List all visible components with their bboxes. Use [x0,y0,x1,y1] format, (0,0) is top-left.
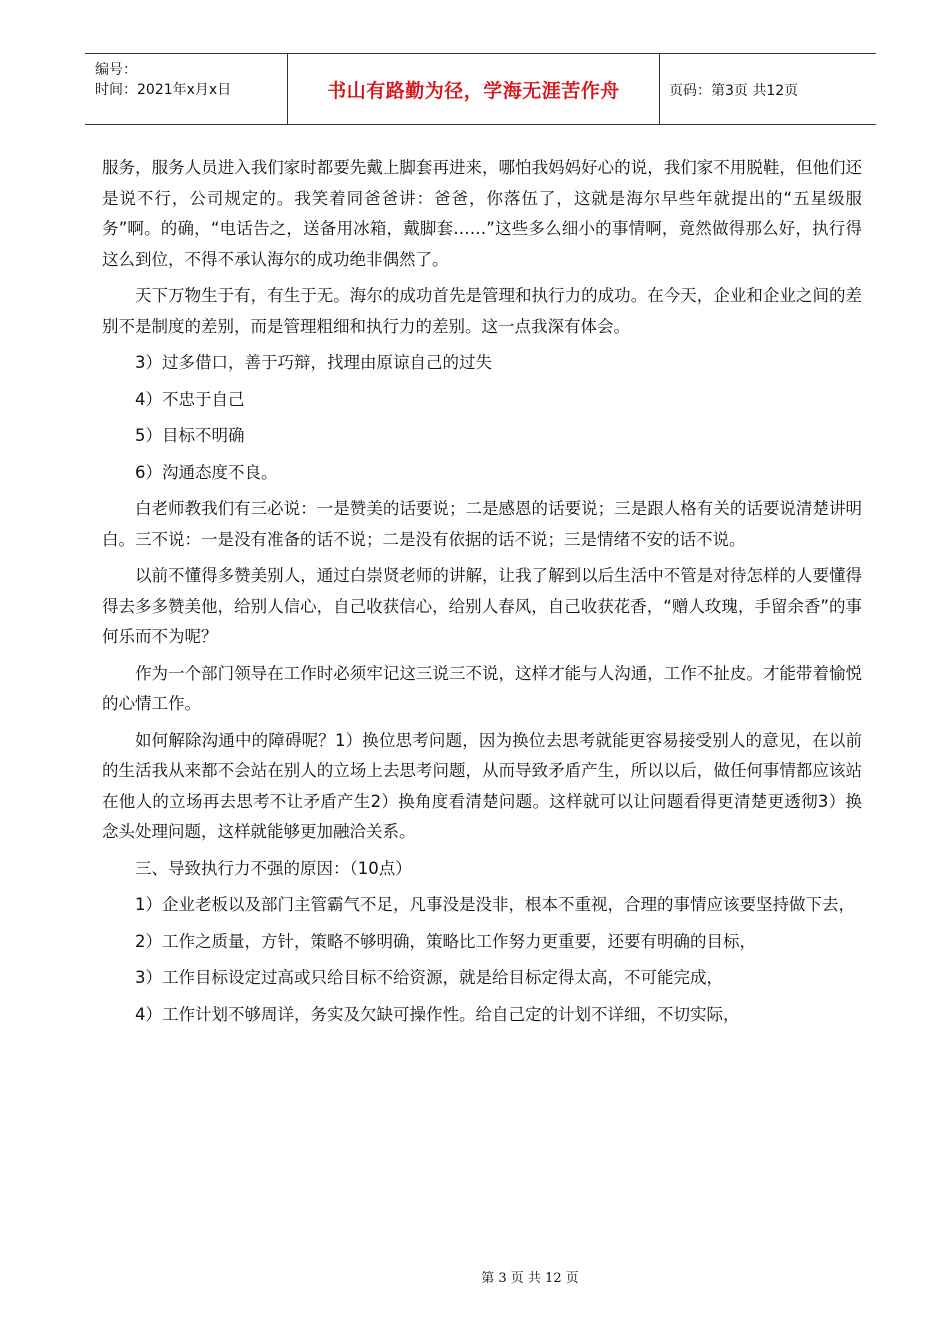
list-item: 1）企业老板以及部门主管霸气不足，凡事没是没非，根本不重视，合理的事情应该要坚持做下去， [135,895,855,914]
paragraph: 如何解除沟通中的障碍呢？1）换位思考问题，因为换位去思考就能更容易接受别人的意见，在以前的生活我从来都不会站在别人的立场上去思考问题，从而导致矛盾产生，所以以后，做任何事情都应该站在他人的立场再去思考不让矛盾产生2）换角度看清楚问题。这样就可以让问题看得更清楚更透彻3）换念头处理问题，这样就能够更加融洽关系。 [102,730,862,841]
list-item: 3）工作目标设定过高或只给目标不给资源，就是给目标定得太高，不可能完成， [135,968,723,987]
list-item: 5）目标不明确 [135,426,245,445]
number-label: 编号： [95,62,137,78]
header-page-info: 页码：第3页 共12页 [669,83,799,99]
section-heading: 三、导致执行力不强的原因：（10点） [135,858,412,878]
list-item: 4）不忠于自己 [135,389,245,409]
list-item: 6）沟通态度不良。 [135,462,278,482]
paragraph: 服务，服务人员进入我们家时都要先戴上脚套再进来，哪怕我妈妈好心的说，我们家不用脱鞋，但他们还是说不行，公司规定的。我笑着同爸爸讲：爸爸，你落伍了，这就是海尔早些年就提出的“五星级服务”啊。的确，“电话告之，送备用冰箱，戴脚套……”这些多么细小的事情啊，竟然做得那么好，执行得这么到位，不得不承认海尔的成功绝非偶然了。 [102,158,862,269]
header-meta [95,60,231,100]
header-divider [659,54,660,124]
page-footer: 第 3 页 共 12 页 [481,1271,579,1286]
paragraph: 以前不懂得多赞美别人，通过白崇贤老师的讲解，让我了解到以后生活中不管是对待怎样的人要懂得得去多多赞美他，给别人信心，自己收获信心，给别人春风，自己收获花香，“赠人玫瑰，手留余香”的事何乐而不为呢？ [102,566,862,646]
time-label: 时间：2021年x月x日 [95,82,232,98]
document-body [102,153,862,1036]
list-item: 4）工作计划不够周详，务实及欠缺可操作性。给自己定的计划不详细，不切实际， [135,1004,740,1024]
paragraph: 白老师教我们有三必说：一是赞美的话要说；二是感恩的话要说；三是跟人格有关的话要说清楚讲明白。三不说：一是没有准备的话不说；二是没有依据的话不说；三是情绪不安的话不说。 [102,499,862,549]
header-motto: 书山有路勤为径，学海无涯苦作舟 [327,80,620,102]
list-item: 2）工作之质量，方针，策略不够明确，策略比工作努力更重要，还要有明确的目标， [135,931,756,951]
list-item: 3）过多借口，善于巧辩，找理由原谅自己的过失 [135,353,492,372]
paragraph: 作为一个部门领导在工作时必须牢记这三说三不说，这样才能与人沟通，工作不扯皮。才能带着愉悦的心情工作。 [102,663,862,713]
document-header [85,53,876,125]
paragraph: 天下万物生于有，有生于无。海尔的成功首先是管理和执行力的成功。在今天，企业和企业之间的差别不是制度的差别，而是管理粗细和执行力的差别。这一点我深有体会。 [102,286,862,336]
